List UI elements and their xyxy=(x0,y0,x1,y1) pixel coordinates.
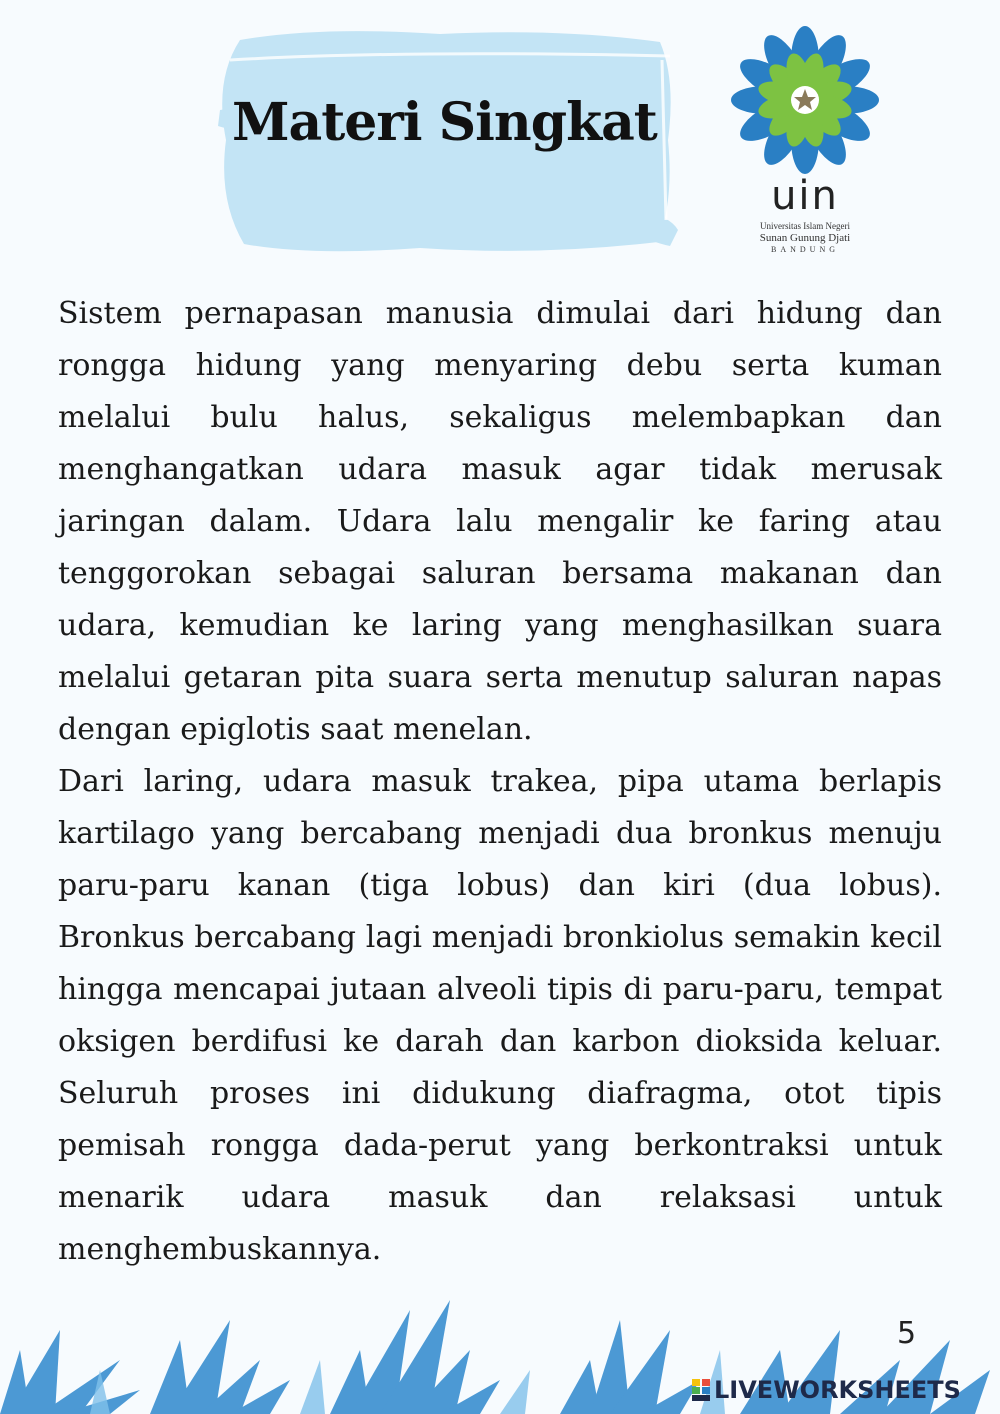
body-text xyxy=(58,288,942,1276)
logo-wordmark: uin xyxy=(771,173,839,219)
liveworksheets-icon xyxy=(692,1379,710,1401)
liveworksheets-brand[interactable] xyxy=(692,1372,961,1408)
uin-logo xyxy=(720,25,890,265)
paragraph: Sistem pernapasan manusia dimulai dari hidung dan rongga hidung yang menyaring debu serta kuman melalui bulu halus, sekaligus melembapkan dan menghangatkan udara masuk agar tidak merusak jaringan dalam. Udara lalu mengalir ke faring atau tenggorokan sebagai saluran bersama makanan dan udara, kemudian ke laring yang menghasilkan suara melalui getaran pita suara serta menutup saluran napas dengan epiglotis saat menelan. xyxy=(58,296,942,747)
page-title: Materi Singkat xyxy=(232,92,657,153)
paragraph: Dari laring, udara masuk trakea, pipa utama berlapis kartilago yang bercabang menjadi dua bronkus menuju paru-paru kanan (tiga lobus) dan kiri (dua lobus). Bronkus bercabang lagi menjadi bronkiolus semakin kecil hingga mencapai jutaan alveoli tipis di paru-paru, tempat oksigen berdifusi ke darah dan karbon dioksida keluar. Seluruh proses ini didukung diafragma, otot tipis pemisah rongga dada-perut yang berkontraksi untuk menarik udara masuk dan relaksasi untuk menghembuskannya. xyxy=(58,764,942,1267)
logo-city-line: BANDUNG xyxy=(771,245,839,254)
page-number: 5 xyxy=(897,1316,917,1351)
liveworksheets-label: LIVEWORKSHEETS xyxy=(714,1376,961,1404)
logo-name-line: Sunan Gunung Djati xyxy=(759,232,851,244)
logo-university-line: Universitas Islam Negeri xyxy=(760,221,850,231)
uin-flower-icon xyxy=(720,25,890,175)
